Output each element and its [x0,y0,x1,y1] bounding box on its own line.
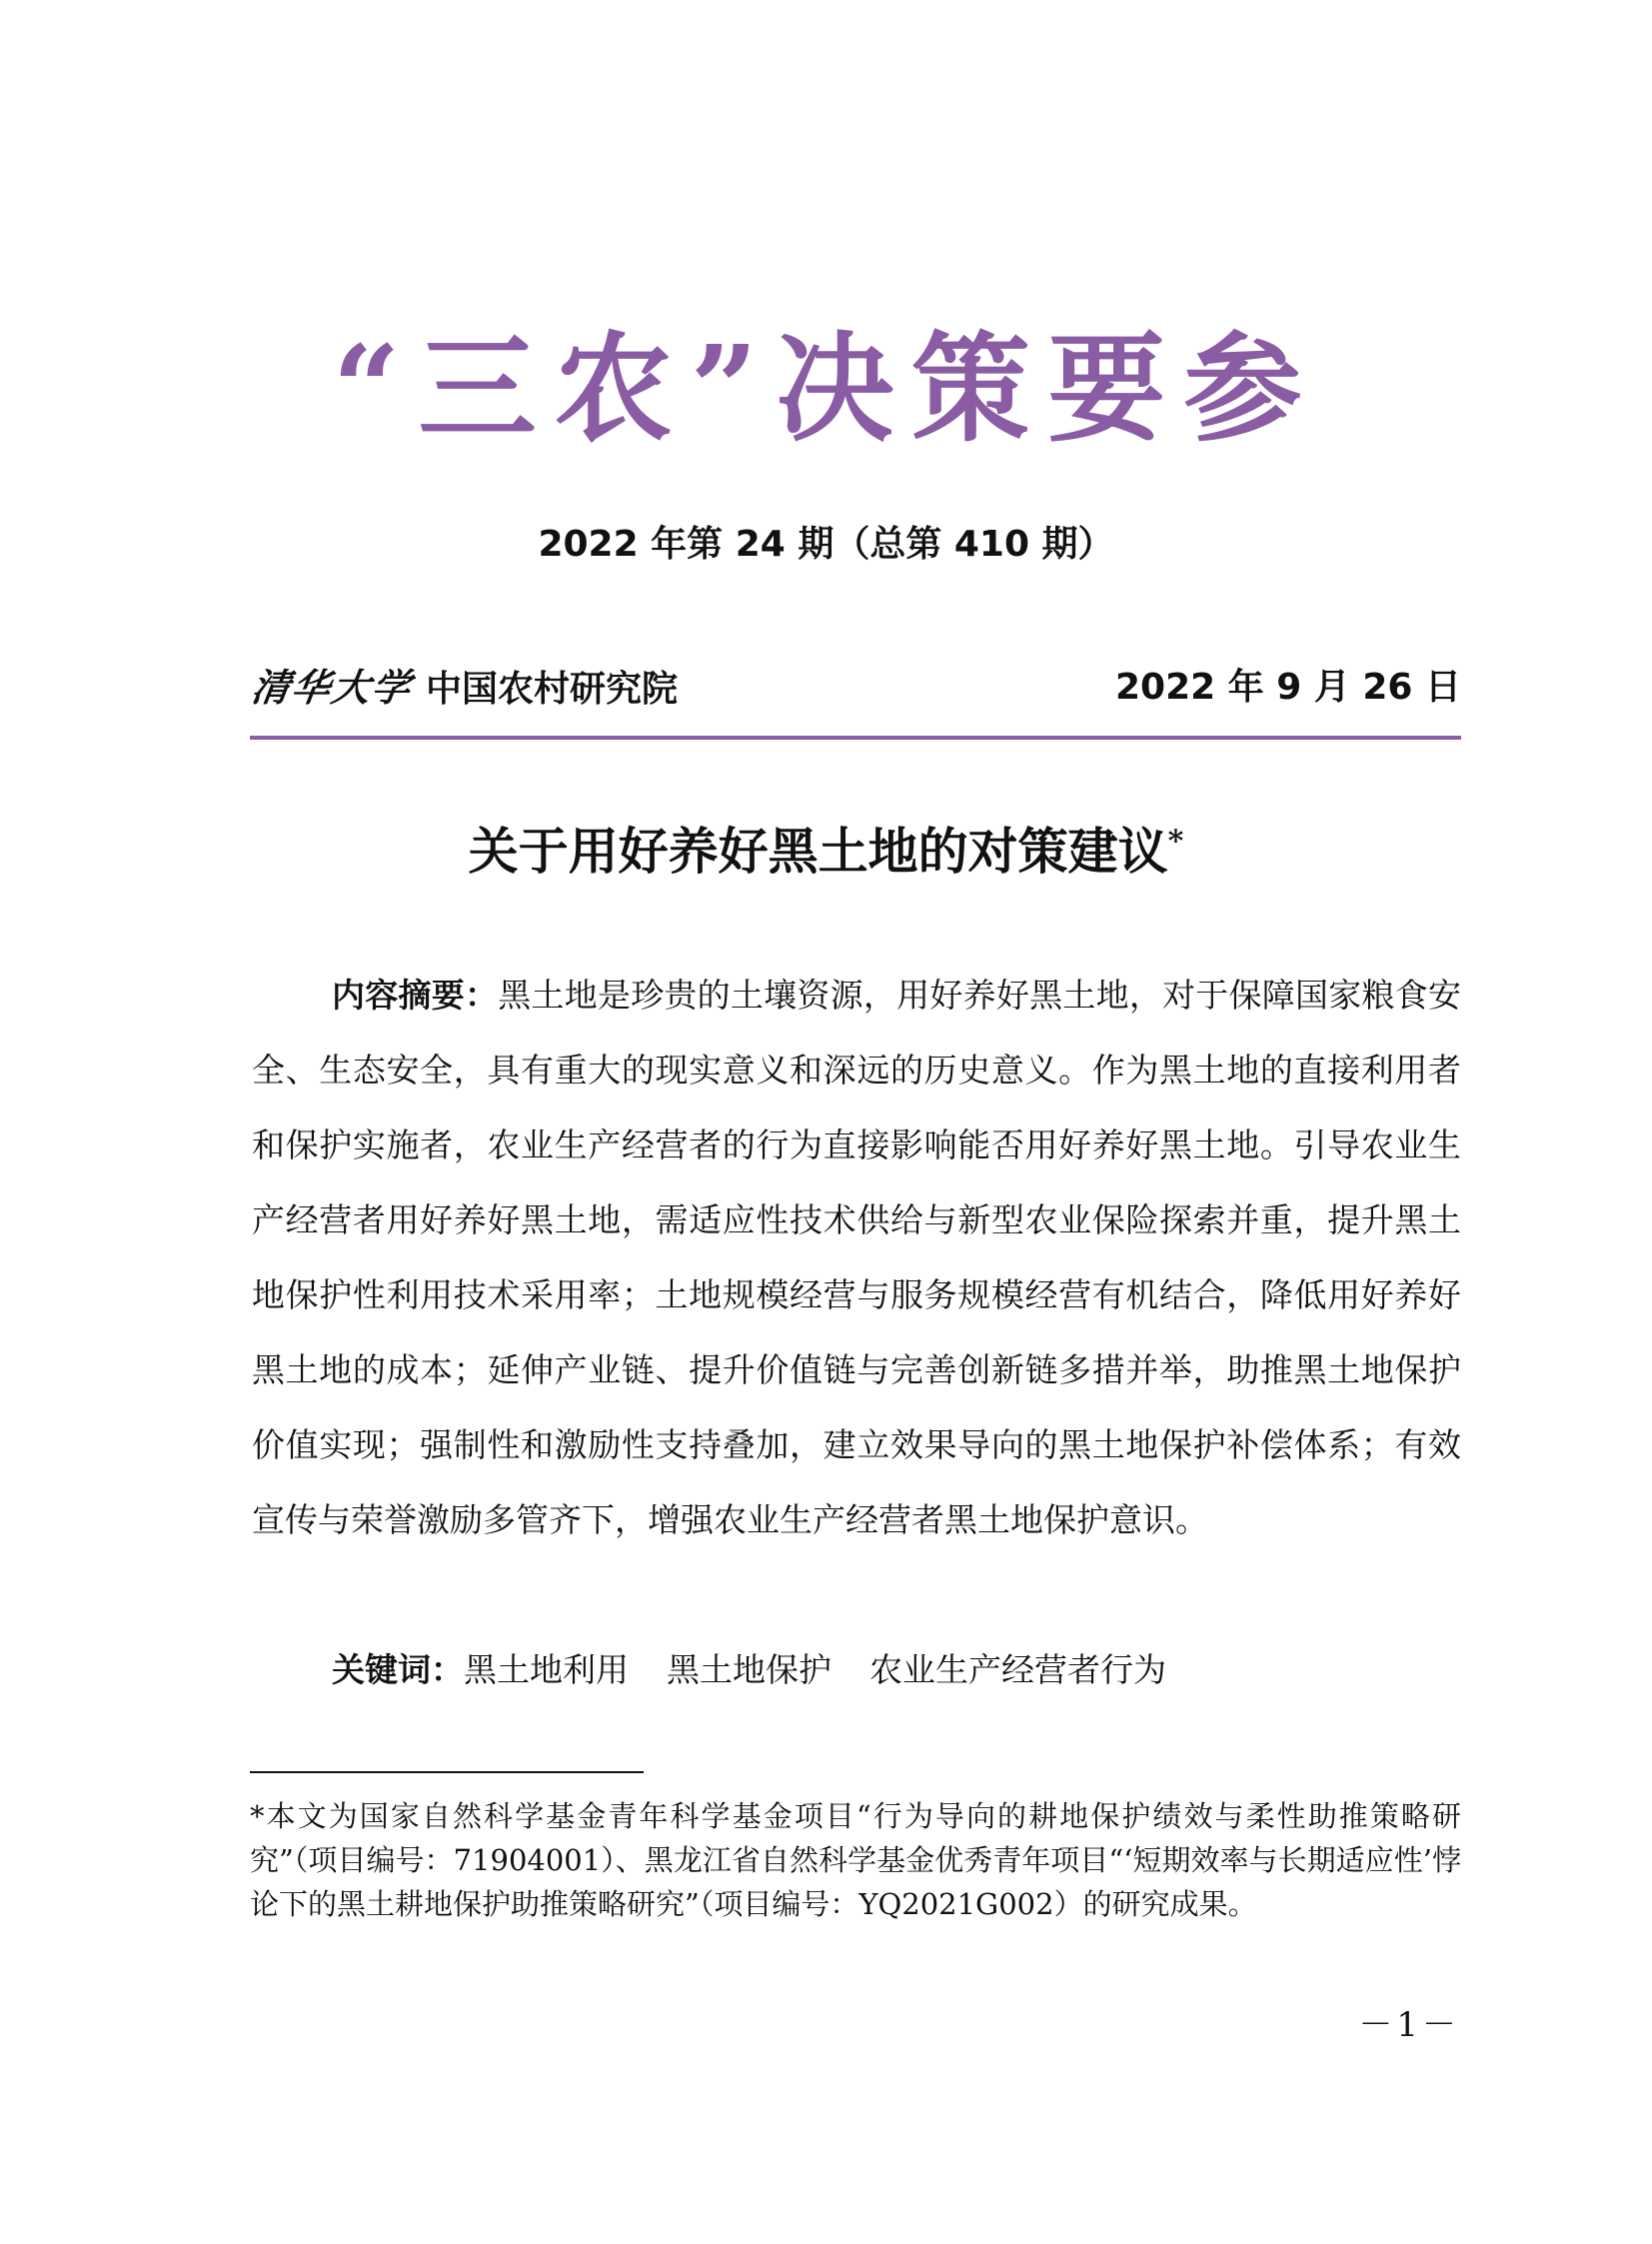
article-title-text: 关于用好养好黑土地的对策建议 [468,822,1168,881]
keyword-item: 农业生产经营者行为 [869,1650,1166,1689]
university-logo: 清华大学 [248,665,416,710]
header-divider [250,736,1461,740]
publication-date: 2022 年 9 月 26 日 [1114,667,1461,708]
keyword-item: 黑土地保护 [667,1650,831,1689]
footnote: *本文为国家自然科学基金青年科学基金项目“行为导向的耕地保护绩效与柔性助推策略研究”（项目编号：71904001）、黑龙江省自然科学基金优秀青年项目“‘短期效率与长期适应性’悖论下的黑土耕地保护助推策略研究”（项目编号：YQ2021G002）的研究成果。 [250,1799,1461,1921]
issue-number: 2022 年第 24 期（总第 410 期） [538,524,1114,565]
keywords [252,1632,1461,1707]
publisher-row [248,660,1461,716]
institute-name: 中国农村研究院 [426,669,679,710]
publisher [248,660,679,724]
keywords-label: 关键词： [332,1650,464,1689]
abstract-text: 黑土地是珍贵的土壤资源，用好养好黑土地，对于保障国家粮食安全、生态安全，具有重大的现实意义和深远的历史意义。作为黑土地的直接利用者和保护实施者，农业生产经营者的行为直接影响能否用好养好黑土地。引导农业生产经营者用好养好黑土地，需适应性技术供给与新型农业保险探索并重，提升黑土地保护性利用技术采用率；土地规模经营与服务规模经营有机结合，降低用好养好黑土地的成本；延伸产业链、提升价值链与完善创新链多措并举，助推黑土地保护价值实现；强制性和激励性支持叠加，建立效果导向的黑土地保护补偿体系；有效宣传与荣誉激励多管齐下，增强农业生产经营者黑土地保护意识。 [252,976,1462,1539]
footnote-marker: * [1167,824,1184,860]
article-title [0,822,1652,882]
footnote-divider [250,1771,644,1773]
keyword-item: 黑土地利用 [464,1650,629,1689]
masthead-title: “三农”决策要参 [332,319,1320,458]
abstract-label: 内容摘要： [332,976,499,1015]
page-number: －1－ [1358,2005,1460,2045]
abstract [252,958,1461,1557]
